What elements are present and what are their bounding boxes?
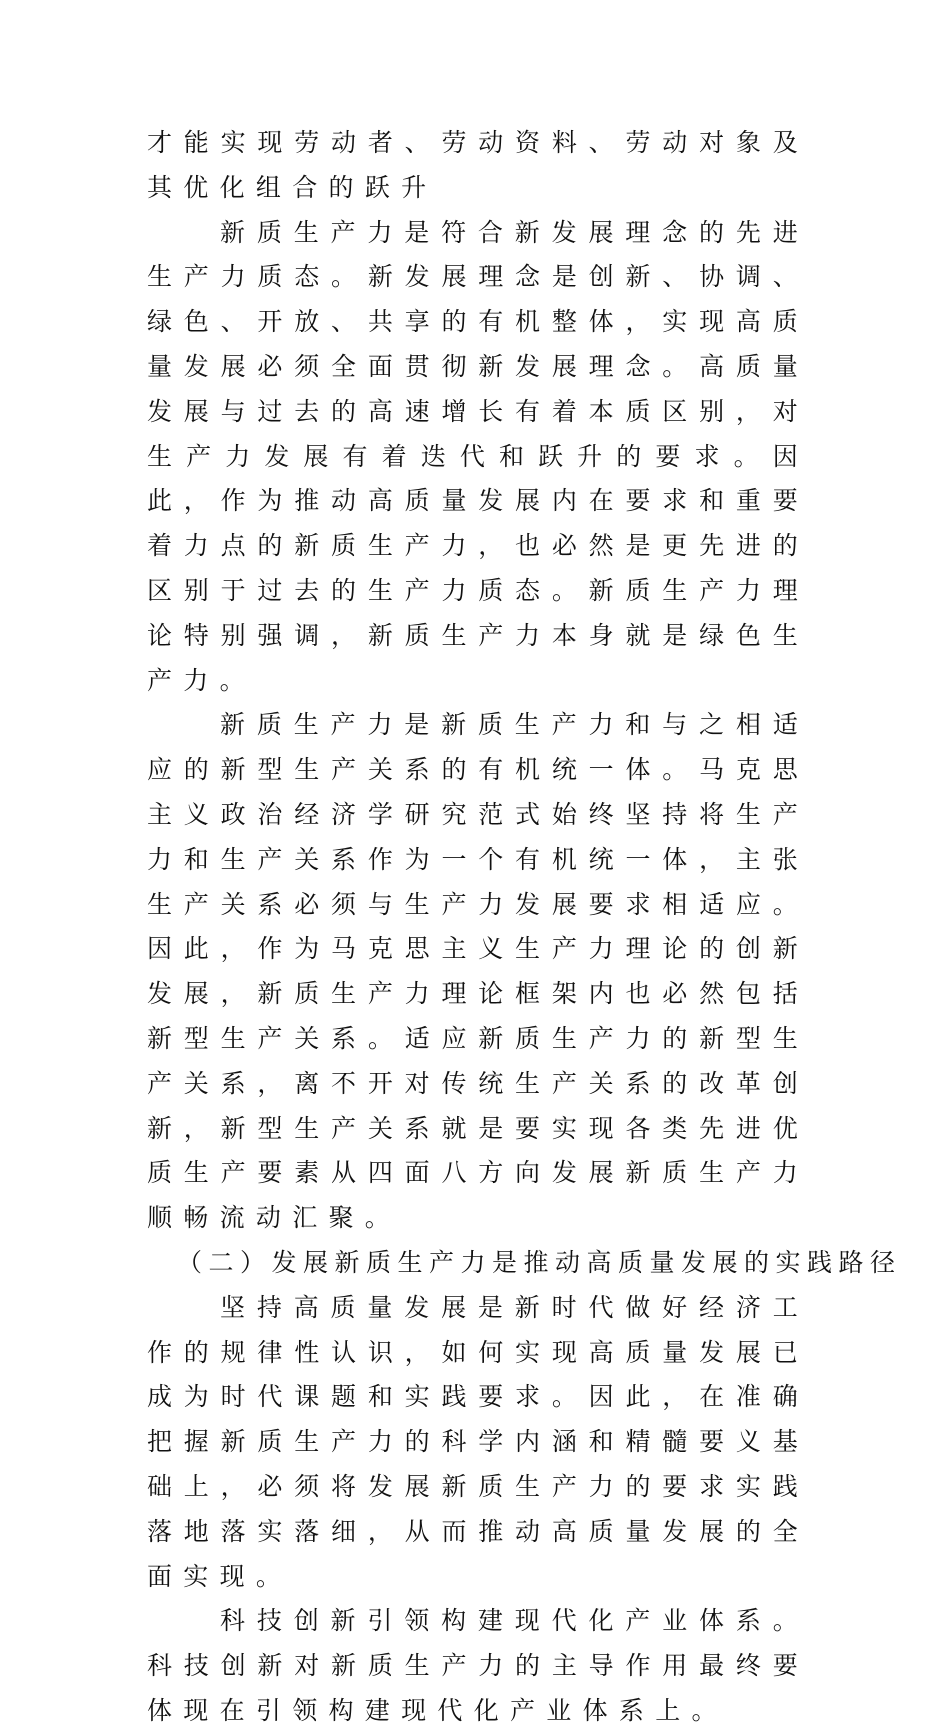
- paragraph-high-quality-development: 坚持高质量发展是新时代做好经济工作的规律性认识，如何实现高质量发展已成为时代课题和实践要求。因此，在准确把握新质生产力的科学内涵和精髓要义基础上，必须将发展新质生产力的要求实践落地落实落细，从而推动高质量发展的全面实现。: [147, 1292, 809, 1591]
- document-page: [147, 121, 902, 1734]
- paragraph-tech-innovation: 科技创新引领构建现代化产业体系。科技创新对新质生产力的主导作用最终要体现在引领构建现代化产业体系上。: [147, 1606, 809, 1725]
- section-heading: （二）发展新质生产力是推动高质量发展的实践路径: [177, 1247, 902, 1277]
- paragraph-continuation: 才能实现劳动者、劳动资料、劳动对象及其优化组合的跃升: [147, 128, 809, 202]
- paragraph-new-development-concept: 新质生产力是符合新发展理念的先进生产力质态。新发展理念是创新、协调、绿色、开放、共享的有机整体，实现高质量发展必须全面贯彻新发展理念。高质量发展与过去的高速增长有着本质区别，对生产力发展有着迭代和跃升的要求。因此，作为推动高质量发展内在要求和重要着力点的新质生产力，也必然是更先进的区别于过去的生产力质态。新质生产力理论特别强调，新质生产力本身就是绿色生产力。: [147, 217, 809, 695]
- paragraph-production-relations: 新质生产力是新质生产力和与之相适应的新型生产关系的有机统一体。马克思主义政治经济学研究范式始终坚持将生产力和生产关系作为一个有机统一体，主张生产关系必须与生产力发展要求相适应。因此，作为马克思主义生产力理论的创新发展，新质生产力理论框架内也必然包括新型生产关系。适应新质生产力的新型生产关系，离不开对传统生产关系的改革创新，新型生产关系就是要实现各类先进优质生产要素从四面八方向发展新质生产力顺畅流动汇聚。: [147, 710, 809, 1233]
